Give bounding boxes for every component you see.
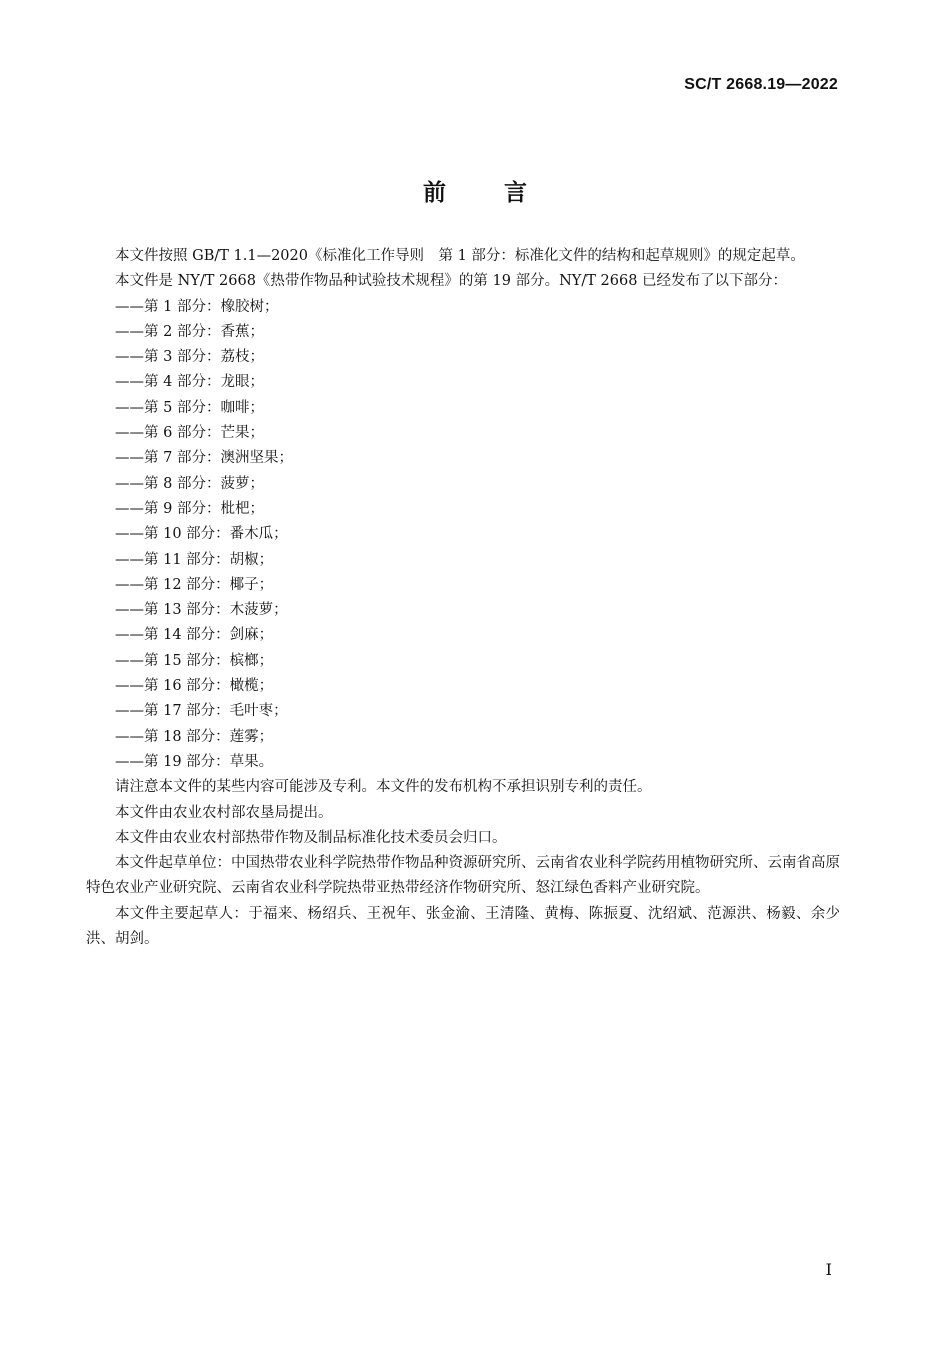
drafters-paragraph: 本文件主要起草人：于福来、杨绍兵、王祝年、张金渝、王清隆、黄梅、陈振夏、沈绍斌、范源洪、杨毅、余少洪、胡剑。 xyxy=(86,905,840,948)
list-item: ——第 8 部分：菠萝； xyxy=(115,475,264,492)
list-item: ——第 19 部分：草果。 xyxy=(115,753,274,770)
list-item: ——第 11 部分：胡椒； xyxy=(115,551,274,568)
page-title: 前言 xyxy=(423,180,585,206)
list-item: ——第 4 部分：龙眼； xyxy=(115,374,264,391)
intro-paragraph: 本文件是 NY/T 2668《热带作物品种试验技术规程》的第 19 部分。NY/T 2668 已经发布了以下部分： xyxy=(115,273,788,290)
list-item: ——第 14 部分：剑麻； xyxy=(115,627,274,644)
committee-paragraph: 本文件由农业农村部热带作物及制品标准化技术委员会归口。 xyxy=(115,829,507,846)
document-code: SC/T 2668.19—2022 xyxy=(684,76,838,93)
list-item: ——第 12 部分：椰子； xyxy=(115,576,274,593)
page-number: I xyxy=(825,1260,832,1279)
patent-notice-paragraph: 请注意本文件的某些内容可能涉及专利。本文件的发布机构不承担识别专利的责任。 xyxy=(115,779,652,796)
list-item: ——第 5 部分：咖啡； xyxy=(115,399,264,416)
list-item: ——第 10 部分：番木瓜； xyxy=(115,526,288,543)
proposer-paragraph: 本文件由农业农村部农垦局提出。 xyxy=(115,804,333,821)
list-item: ——第 16 部分：橄榄； xyxy=(115,678,274,695)
list-item: ——第 15 部分：槟榔； xyxy=(115,652,274,669)
parts-list xyxy=(86,295,840,776)
list-item: ——第 1 部分：橡胶树； xyxy=(115,298,279,315)
list-item: ——第 9 部分：枇杷； xyxy=(115,500,264,517)
list-item: ——第 2 部分：香蕉； xyxy=(115,323,264,340)
list-item: ——第 18 部分：莲雾； xyxy=(115,728,274,745)
list-item: ——第 13 部分：木菠萝； xyxy=(115,602,288,619)
intro-paragraph: 本文件按照 GB/T 1.1—2020《标准化工作导则 第 1 部分：标准化文件的结构和起草规则》的规定起草。 xyxy=(115,248,805,264)
list-item: ——第 6 部分：芒果； xyxy=(115,425,264,442)
drafting-units-paragraph: 本文件起草单位：中国热带农业科学院热带作物品种资源研究所、云南省农业科学院药用植物研究所、云南省高原特色农业产业研究院、云南省农业科学院热带亚热带经济作物研究所、怒江绿色香料产业研究院。 xyxy=(86,855,840,897)
list-item: ——第 17 部分：毛叶枣； xyxy=(115,703,288,720)
list-item: ——第 7 部分：澳洲坚果； xyxy=(115,450,293,467)
list-item: ——第 3 部分：荔枝； xyxy=(115,349,264,366)
document-body xyxy=(86,244,840,952)
